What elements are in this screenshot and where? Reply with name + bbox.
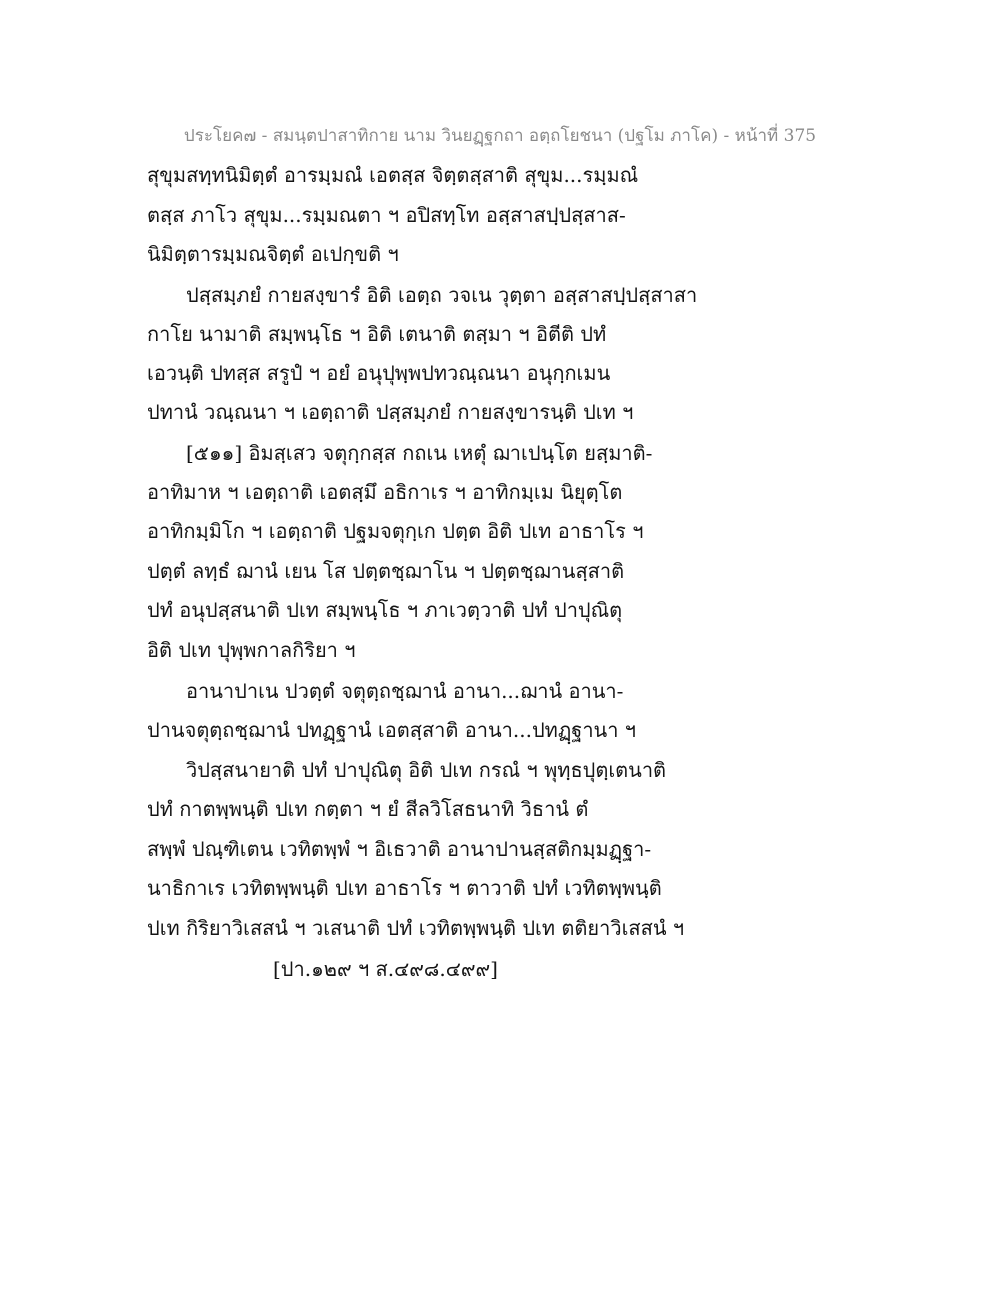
text-line: เอวนฺติ ปทสฺส สรูปํ ฯ อยํ อนุปุพฺพปทวณฺณนา อนุกฺกเมน (147, 361, 611, 385)
paragraph-first-line: วิปสฺสนายาติ ปทํ ปาปุณิตุ อิติ ปเท กรณํ ฯ พุทฺธปุตฺเตนาติ (186, 758, 667, 782)
text-line: อาทิมาห ฯ เอตฺถาติ เอตสฺมึ อธิกาเร ฯ อาทิกมฺเม นิยุตฺโต (147, 480, 623, 504)
page-reference: [ปา.๑๒๙ ฯ ส.๔๙๘.๔๙๙] (273, 957, 498, 981)
text-line: นาธิกาเร เวทิตพฺพนฺติ ปเท อาธาโร ฯ ตาวาติ ปทํ เวทิตพฺพนฺติ (147, 876, 662, 900)
page-header: ประโยค๗ - สมนฺตปาสาทิกาย นาม วินยฏฺฐกถา อตฺถโยชนา (ปฐโม ภาโค) - หน้าที่ 375 (183, 126, 817, 146)
text-line: สุขุมสทฺทนิมิตฺตํ อารมฺมณํ เอตสฺส จิตฺตสฺสาติ สุขุม...รมฺมณํ (147, 163, 639, 187)
paragraph-first-line: ปสฺสมฺภยํ กายสงฺขารํ อิติ เอตฺถ วจเน วุตฺตา อสฺสาสปฺปสฺสาสา (186, 283, 698, 307)
text-line: ตสฺส ภาโว สุขุม...รมฺมณตา ฯ อปิสทฺโท อสฺสาสปฺปสฺสาส- (147, 203, 626, 227)
text-line: สพฺพํ ปณฺฑิเตน เวทิตพฺพํ ฯ อิเธวาติ อานาปานสฺสติกมฺมฏฺฐา- (147, 837, 652, 861)
text-line: ปตฺตํ ลทฺธํ ฌานํ เยน โส ปตฺตชฺฌาโน ฯ ปตฺตชฺฌานสฺสาติ (147, 559, 625, 583)
text-line: ปเท กิริยาวิเสสนํ ฯ วเสนาติ ปทํ เวทิตพฺพนฺติ ปเท ตติยาวิเสสนํ ฯ (147, 916, 685, 940)
paragraph-first-line: [๕๑๑] อิมสฺเสว จตุกฺกสฺส กถเน เหตุํ ฌาเปนฺโต ยสฺมาติ- (186, 441, 653, 465)
text-line: ปทํ อนุปสฺสนาติ ปเท สมฺพนฺโธ ฯ ภาเวตฺวาติ ปทํ ปาปุณิตุ (147, 598, 623, 622)
text-line: อาทิกมฺมิโก ฯ เอตฺถาติ ปฐมจตุกฺเก ปตฺต อิติ ปเท อาธาโร ฯ (147, 519, 644, 543)
text-line: กาโย นามาติ สมฺพนฺโธ ฯ อิติ เตนาติ ตสฺมา ฯ อิตีติ ปทํ (147, 322, 607, 346)
paragraph-first-line: อานาปาเน ปวตฺตํ จตุตฺถชฺฌานํ อานา...ฌานํ อานา- (186, 679, 624, 703)
text-line: ปทานํ วณฺณนา ฯ เอตฺถาติ ปสฺสมฺภยํ กายสงฺขารนฺติ ปเท ฯ (147, 400, 634, 424)
text-line: นิมิตฺตารมฺมณจิตฺตํ อเปกฺขติ ฯ (147, 242, 399, 266)
text-line: ปทํ กาตพฺพนฺติ ปเท กตฺตา ฯ ยํ สีลวิโสธนาทิ วิธานํ ตํ (147, 797, 589, 821)
text-line: ปานจตุตฺถชฺฌานํ ปทฏฺฐานํ เอตสฺสาติ อานา...ปทฏฺฐานา ฯ (147, 718, 637, 742)
text-line: อิติ ปเท ปุพฺพกาลกิริยา ฯ (147, 638, 356, 662)
